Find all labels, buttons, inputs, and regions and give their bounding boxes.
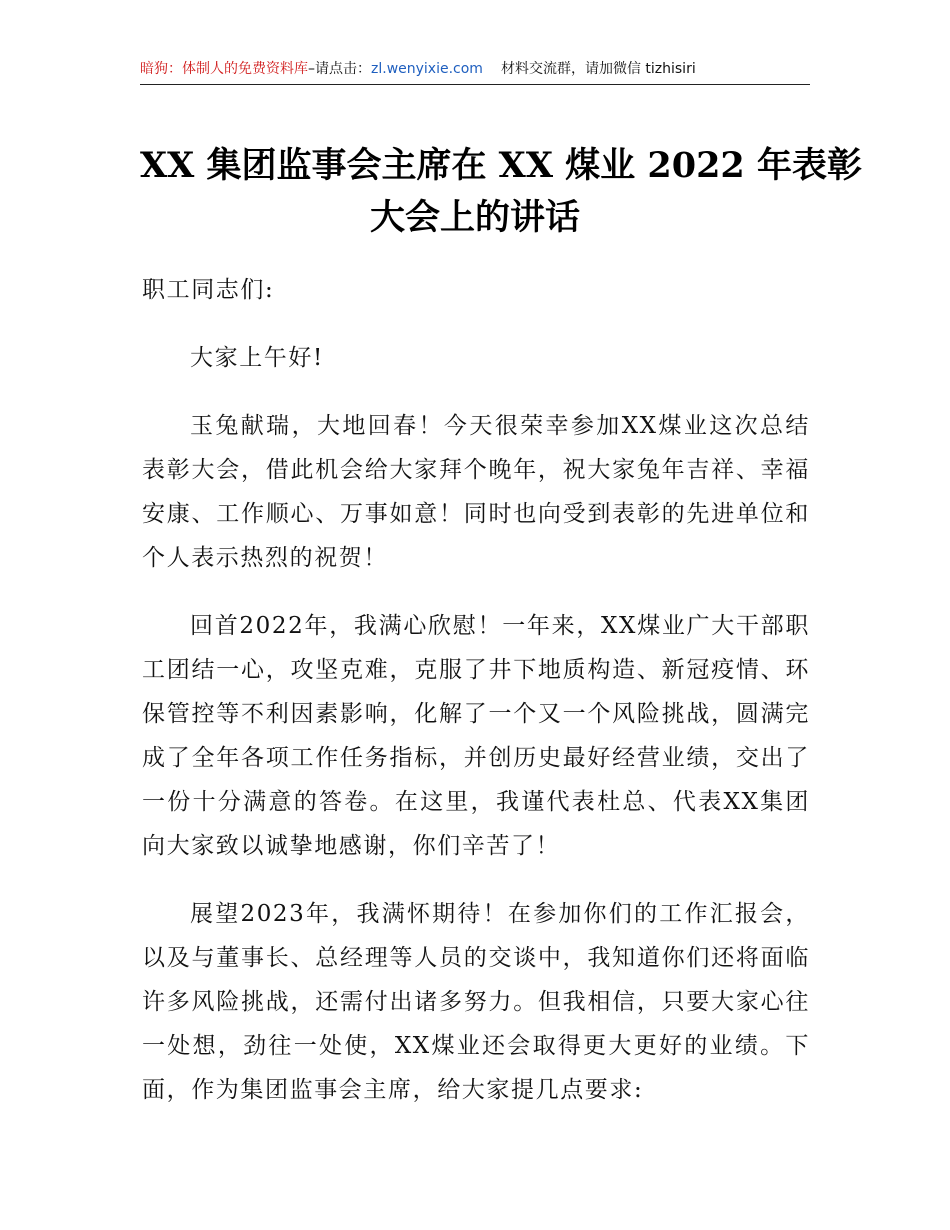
title-line-1: XX 集团监事会主席在 XX 煤业 2022 年表彰 — [140, 145, 862, 186]
header-link[interactable]: zl.wenyixie.com — [371, 61, 483, 77]
header-notice: 暗狗：体制人的免费资料库 — [140, 61, 308, 77]
greeting: 大家上午好! — [190, 345, 324, 371]
paragraph-1: 玉兔献瑞，大地回春！今天很荣幸参加XX煤业这次总结表彰大会，借此机会给大家拜个晚年，祝大家兔年吉祥、幸福安康、工作顺心、万事如意！同时也向受到表彰的先进单位和个人表示热烈的祝贺！ — [142, 413, 810, 571]
paragraph-3: 展望2023年，我满怀期待！在参加你们的工作汇报会，以及与董事长、总经理等人员的交谈中，我知道你们还将面临许多风险挑战，还需付出诸多努力。但我相信，只要大家心往一处想，劲往一处使，XX煤业还会取得更大更好的业绩。下面，作为集团监事会主席，给大家提几点要求: — [142, 901, 810, 1103]
header-divider — [140, 84, 810, 85]
document-body — [142, 268, 810, 1112]
document-title — [140, 140, 862, 244]
salutation: 职工同志们: — [142, 277, 275, 303]
header-prompt: –请点击： — [308, 61, 371, 77]
paragraph-2: 回首2022年，我满心欣慰！一年来，XX煤业广大干部职工团结一心，攻坚克难，克服了井下地质构造、新冠疫情、环保管控等不利因素影响，化解了一个又一个风险挑战，圆满完成了全年各项工作任务指标，并创历史最好经营业绩，交出了一份十分满意的答卷。在这里，我谨代表杜总、代表XX集团向大家致以诚挚地感谢，你们辛苦了！ — [142, 613, 810, 859]
header-group-info: 材料交流群，请加微信 tizhisiri — [500, 61, 696, 77]
page-header — [140, 56, 810, 82]
title-line-2: 大会上的讲话 — [369, 197, 580, 238]
